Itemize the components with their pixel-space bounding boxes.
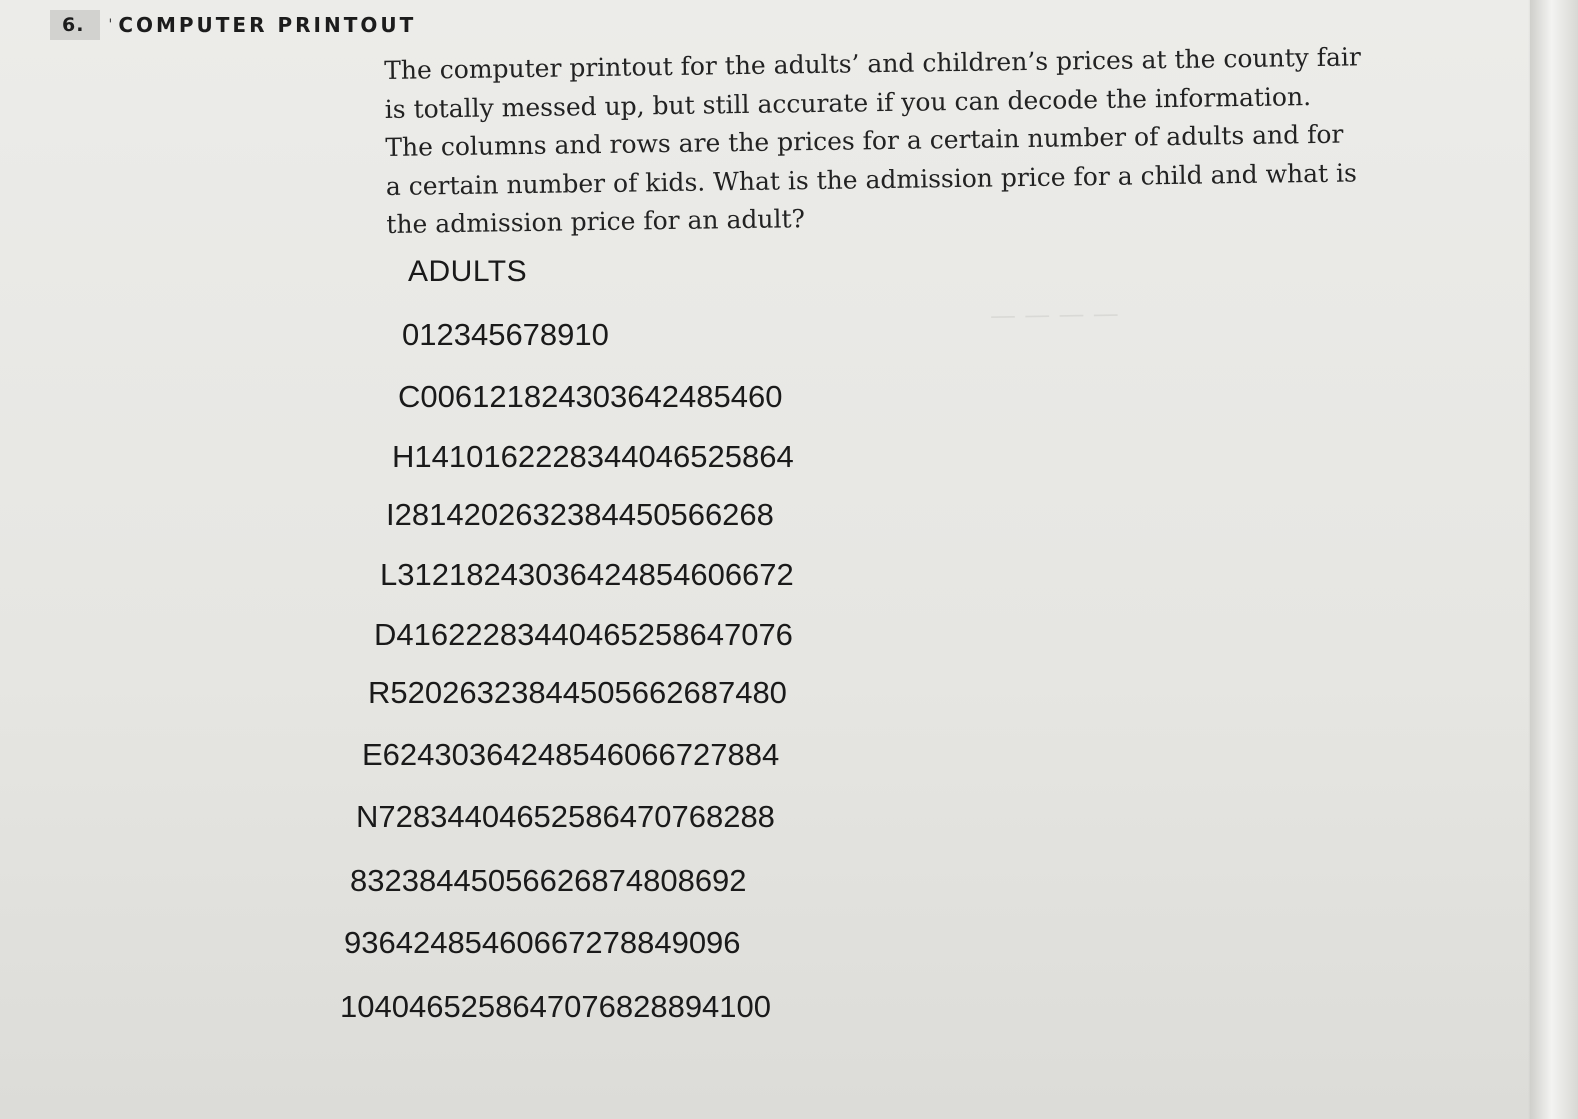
problem-statement <box>384 38 1367 244</box>
printout-row: D4162228344046525864707​6 <box>374 617 793 652</box>
adults-label: ADULTS <box>408 255 528 288</box>
printout-row: H1410162228344046525864 <box>392 439 794 474</box>
printout-row: 10404652586470768288941​00 <box>340 989 772 1024</box>
printout-row: 012345678910 <box>402 317 609 352</box>
problem-text: The computer printout for the adults’ and children’s prices at the county fair is totally messed up, but still accurate if you can decode the information. The columns and rows are the prices for a certain number of adults and for a certain number of kids. What is the admission price for a child and what is the admission price for an adult? <box>384 42 1362 239</box>
printout-row: I2814202632384450566268 <box>386 497 774 532</box>
printout-row: R5202632384450566268748​0 <box>368 675 787 710</box>
printout-row: L3121824303642485460667​2 <box>380 557 794 592</box>
printout-row: E6243036424854606672788​4 <box>362 737 780 772</box>
problem-number: 6. <box>50 10 100 40</box>
printout-row: C00612182430364248546​0 <box>398 379 783 414</box>
bleed-through-text: — — — — <box>989 298 1120 332</box>
problem-title: COMPUTER PRINTOUT <box>118 13 417 37</box>
printout-row: 9364248546066727884909​6 <box>344 925 741 960</box>
page-edge <box>1530 0 1578 1119</box>
problem-header <box>50 8 416 42</box>
printout-row: N7283440465258647076828​8 <box>356 799 775 834</box>
header-mark: ' <box>108 17 113 33</box>
printout-row: 8323844505662687480869​2 <box>350 863 747 898</box>
